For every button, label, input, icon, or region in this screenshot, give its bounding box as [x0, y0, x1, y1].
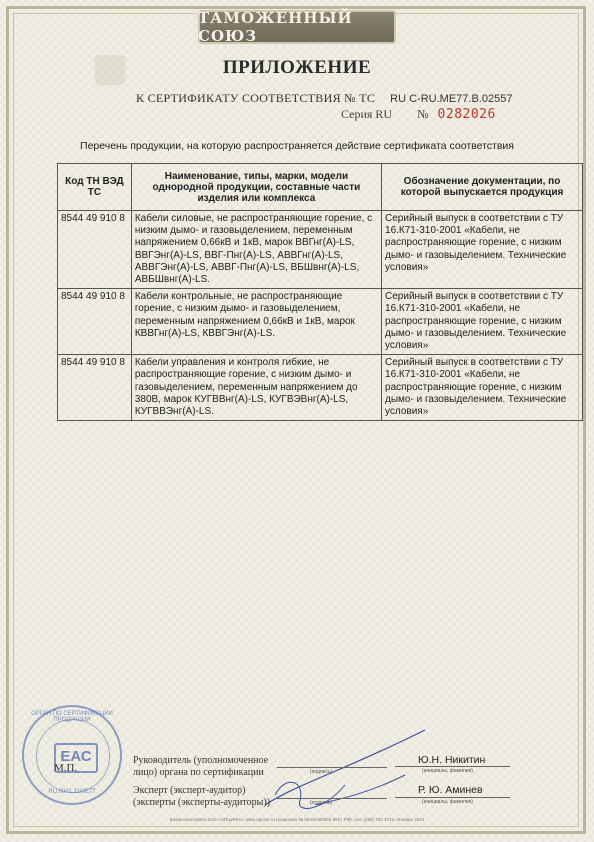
- cell-code: 8544 49 910 8: [58, 355, 132, 421]
- column-header-name: Наименование, типы, марки, модели однородной продукции, составные части изделия или комплекса: [131, 164, 381, 211]
- expert-name-caption: (инициалы, фамилия): [422, 799, 473, 805]
- signature-scribble-icon: [255, 715, 435, 825]
- intro-text: Перечень продукции, на которую распространяется действие сертификата соответствия: [80, 140, 514, 152]
- expert-name-line: [395, 797, 510, 798]
- page-title: ПРИЛОЖЕНИЕ: [222, 57, 372, 78]
- stamp-ring-text: ОРГАН ПО СЕРТИФИКАЦИИ ПРОДУКЦИИ: [31, 711, 113, 723]
- cell-name: Кабели контрольные, не распространяющие горение, с низким дымо- и газовыделением, переменным напряжением 0,66кВ и 1кВ, марок КВВГнг(А)-LS, КВВГЭнг(А)-LS.: [131, 289, 381, 355]
- certificate-line: [136, 91, 512, 106]
- cell-code: 8544 49 910 8: [58, 289, 132, 355]
- expert-name: Р. Ю. Аминев: [418, 784, 483, 796]
- number-label: №: [417, 107, 429, 121]
- cell-name: Кабели управления и контроля гибкие, не распространяющие горение, с низким дымо- и газовыделением, переменным напряжением до 380В, марок КУГВВнг(А)-LS, КУГВЭВнг(А)-LS, КУГВВЭнг(А)-LS.: [131, 355, 381, 421]
- table-row: [58, 355, 583, 421]
- head-name-caption: (инициалы, фамилия): [422, 768, 473, 774]
- cell-doc: Серийный выпуск в соответствии с ТУ 16.К71-310-2001 «Кабели, не распространяющие горение, с низким дымо- и газовыделением. Технические условия»: [382, 355, 583, 421]
- head-name-line: [395, 766, 510, 767]
- cell-code: 8544 49 910 8: [58, 211, 132, 289]
- stamp-registration: RU.0001.11ME77: [48, 789, 96, 795]
- eac-mark-icon: ЕАС: [54, 743, 98, 773]
- products-table: [57, 163, 583, 421]
- head-signature-caption: (подпись): [310, 769, 333, 775]
- seal-place-label: М.П.: [54, 762, 78, 774]
- head-signature-label: Руководитель (уполномоченное лицо) органа по сертификации: [133, 755, 269, 778]
- series-line: [341, 107, 496, 122]
- series-label: Серия RU: [341, 107, 393, 121]
- customs-union-banner: [198, 10, 396, 44]
- customs-union-title: ТАМОЖЕННЫЙ СОЮЗ: [198, 9, 353, 45]
- certificate-number: RU C-RU.ME77.B.02557: [390, 93, 513, 105]
- column-header-code: Код ТН ВЭД ТС: [58, 164, 132, 211]
- head-name: Ю.Н. Никитин: [418, 754, 486, 766]
- certificate-label: К СЕРТИФИКАТУ СООТВЕТСТВИЯ № ТС: [136, 91, 376, 105]
- serial-number: 0282026: [437, 107, 496, 122]
- table-header-row: [58, 164, 583, 211]
- certification-stamp: [22, 705, 122, 805]
- table-row: [58, 211, 583, 289]
- head-signature-line: [277, 767, 387, 768]
- cell-name: Кабели силовые, не распространяющие горение, с низким дымо- и газовыделением, переменным напряжением 0,66кВ и 1кВ, марок ВВГнг(А)-LS, ВВГЭнг(А)-LS, ВВГ-Пнг(А)-LS, АВВГнг(А)-LS, АВВГЭнг(А)-LS, АВВГ-Пнг(А)-LS, ВБШвнг(А)-LS, АВБШвнг(А)-LS.: [131, 211, 381, 289]
- blank-footer: Бланк изготовлен ЗАО «ОПЦИОН», www.opcion.ru (лицензия № 05-05-09/003 ФНС РФ), тел. (495) 726 4742, Москва, 2013: [169, 817, 425, 822]
- table-row: [58, 289, 583, 355]
- column-header-doc: Обозначение документации, по которой выпускается продукция: [382, 164, 583, 211]
- cell-doc: Серийный выпуск в соответствии с ТУ 16.К71-310-2001 «Кабели, не распространяющие горение, с низким дымо- и газовыделением. Технические условия»: [382, 289, 583, 355]
- expert-signature-line: [277, 798, 387, 799]
- expert-signature-caption: (подпись): [310, 800, 333, 806]
- cell-doc: Серийный выпуск в соответствии с ТУ 16.К71-310-2001 «Кабели, не распространяющие горение, с низким дымо- и газовыделением. Технические условия»: [382, 211, 583, 289]
- expert-signature-label: Эксперт (эксперт-аудитор) (эксперты (эксперты-аудиторы)): [133, 785, 271, 808]
